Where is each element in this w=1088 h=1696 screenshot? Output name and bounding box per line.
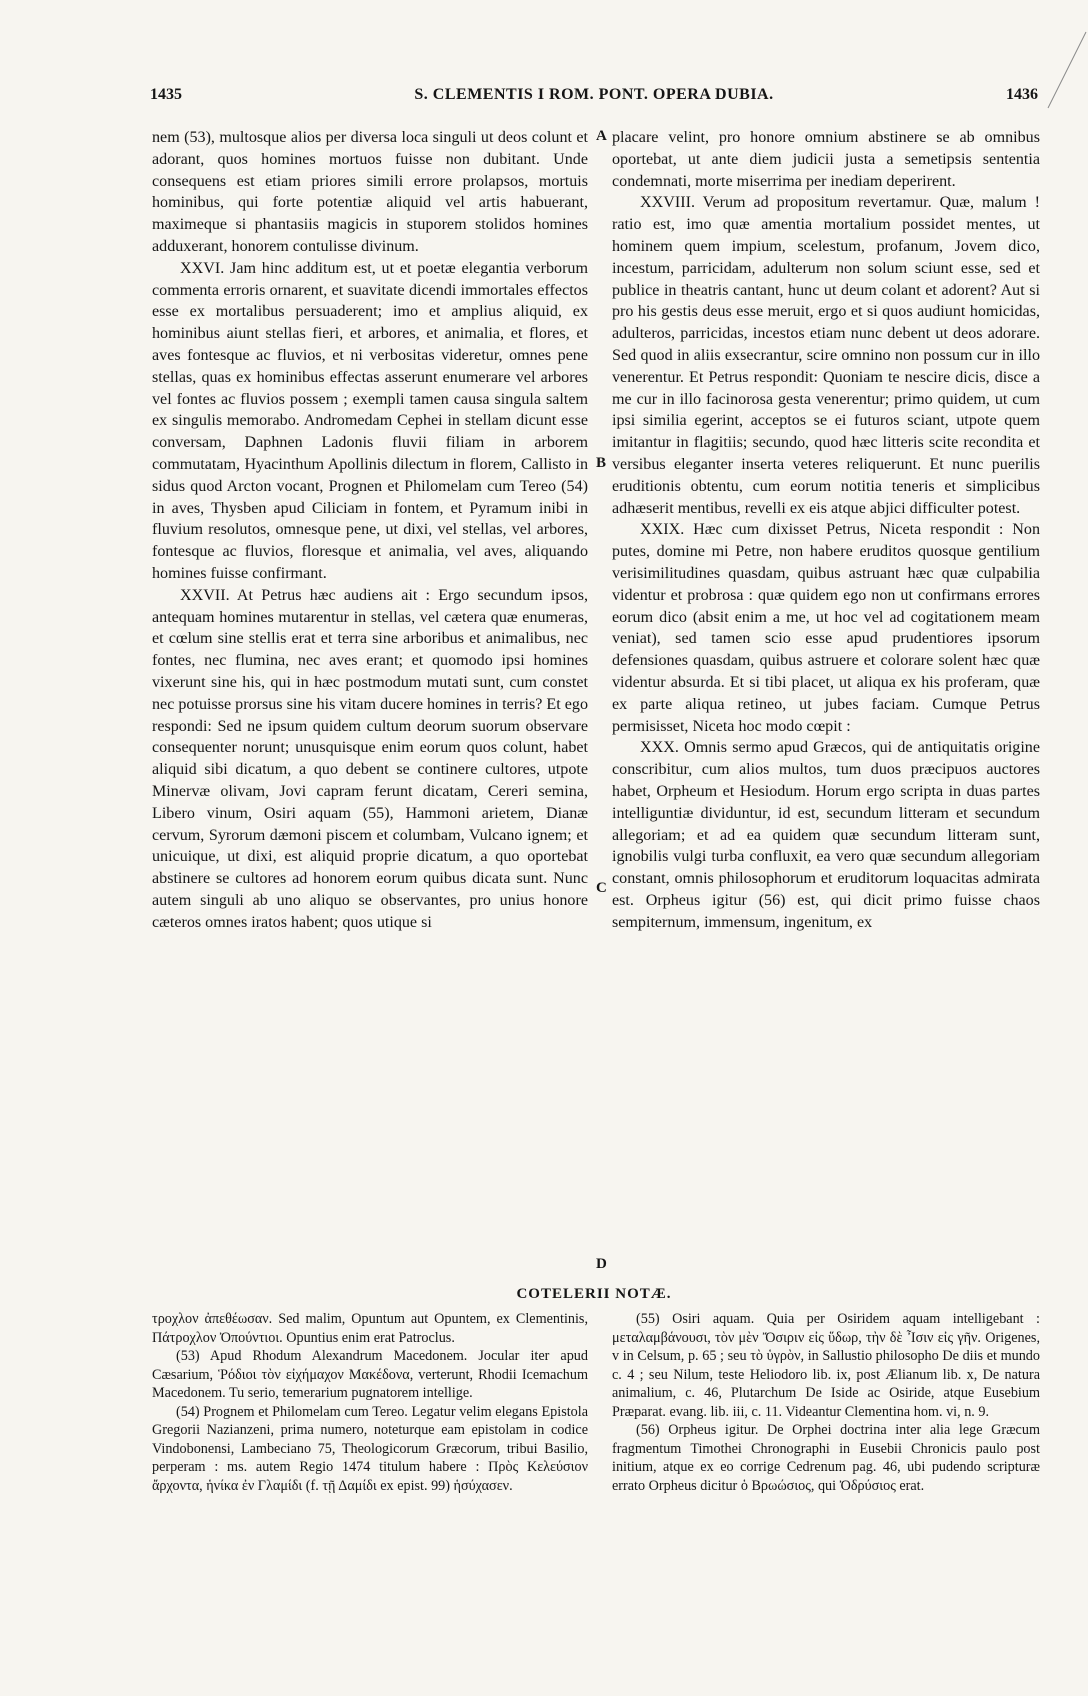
page-number-right: 1436	[1006, 86, 1038, 103]
right-text-column	[612, 127, 1040, 933]
footnote: τροχλον ἀπεθέωσαν. Sed malim, Opuntum aut Opuntem, ex Clementinis, Πάτροχλον Ὀπούντιοι. Opuntius enim erat Patroclus.	[152, 1311, 588, 1346]
margin-marker-a: A	[596, 128, 607, 144]
footnote: (53) Apud Rhodum Alexandrum Macedonem. Jocular iter apud Cæsarium, Ῥόδιοι τὸν εἰχήμαχον Μακέδονα, verterunt, Rhodii Icemachum Macedonem. Tu serio, temerarium pugnatorem intellige.	[152, 1348, 588, 1401]
footnote: (54) Prognem et Philomelam cum Tereo. Legatur velim elegans Epistola Gregorii Nazianzeni, prima numero, noteturque eam epistolam in codice Vindobonensi, Lambeciano 75, Theologicorum Græcorum, tribui Basilio, perperam : ms. autem Regio 1474 titulum habere : Πρὸς Κελεύσιον ἄρχοντα, ἡνίκα ἐν Γλαμίδι (f. τῇ Δαμίδι ex epist. 99) ἡσύχασεν.	[152, 1403, 588, 1494]
paragraph: XXVI. Jam hinc additum est, ut et poetæ elegantia verborum commenta erroris ornarent, et suavitate dicendi immortales effectos esse ex mortalibus persuaderent; imo et amplius aliquid, ex hominibus aiunt stellas fieri, et arbores, et animalia, et flores, et aves fontesque ac fluvios, et ni verbositas videretur, omnes pene stellas, quas ex hominibus effectas asserunt enumerare vel arbores vel fontes ac fluvios possem ; exempli tamen causa singula saltem ex singulis memorabo. Andromedam Cephei in stellam dicunt esse conversam, Daphnen Ladonis fluvii filiam in arborem commutatam, Hyacinthum Apollinis dilectum in florem, Callisto in sidus quod Arcton vocant, Prognen et Philomelam cum Tereo (54) in aves, Thysben apud Ciliciam in fontem, et Pyramum inibi in fluvium resolutos, omnesque pene, ut dixi, vel stellas, vel arbores, fontesque ac fluvios, floresque et animalia, vel aves, aliquando homines fuisse confirmant.	[152, 259, 588, 582]
running-header	[150, 86, 1038, 114]
notes-heading: COTELERII NOTÆ.	[516, 1286, 672, 1302]
paragraph: XXVIII. Verum ad propositum revertamur. Quæ, malum ! ratio est, imo quæ amentia mortalium possidet mentes, ut hominem quem impium, scelestum, profanum, Jovem dico, incestum, parricidam, adulterum non solum sciunt esse, sed et publice in theatris cantant, hunc ut deum colant et adorent? Aut si pro his gestis deus esse meruit, ergo et si quos audiunt homicidas, adulteros, parricidas, incestos etiam nunc debent ut deos adorare. Sed quod in aliis exsecrantur, scire omnino non possum cur in illo venerentur. Et Petrus respondit: Quoniam te nescire dicis, disce a me cur in illo facinorosa gesta venerentur; primo quidem, ut cum ipsi similia egerint, acceptos se ei futuros sciant, utpote quem imitantur in flagitiis; secundo, quod hæc litteris scite recondita et versibus eleganter inserta veteres reliquerunt. Et nunc puerilis eruditionis obtentu, cum eorum notitia teneris et simplicibus adhæserit mentibus, revelli ex eis atque abjici difficulter potest.	[612, 194, 1040, 517]
running-title: S. CLEMENTIS I ROM. PONT. OPERA DUBIA.	[414, 86, 774, 103]
margin-marker-d: D	[596, 1256, 607, 1272]
left-text-column	[152, 127, 588, 933]
paragraph: XXX. Omnis sermo apud Græcos, qui de antiquitatis origine conscribitur, cum alios multos, tum duos præcipuos auctores habet, Orpheum et Hesiodum. Horum ergo scripta in duas partes intelliguntiæ dividuntur, id est, secundum litteram et secundum allegoriam; et ad ea quidem quæ secundum litteram sunt, ignobilis vulgi turba confluxit, ea vero quæ secundum allegoriam constant, omnis philosophorum et eruditorum loquacitas admirata est. Orpheus igitur (56) est, qui dicit primo fuisse chaos sempiternum, immensum, ingenitum, ex	[612, 739, 1040, 931]
notes-right-column	[612, 1310, 1040, 1495]
margin-marker-b: B	[596, 455, 607, 471]
notes-left-column	[152, 1310, 588, 1495]
margin-marker-c: C	[596, 880, 607, 896]
paragraph: XXIX. Hæc cum dixisset Petrus, Niceta respondit : Non putes, domine mi Petre, non habere eruditos quosque gentilium verisimilitudines quasdam, quibus astruant hæc quæ culpabilia videntur et probrosa : quæ quidem ego non ut confirmans errores eorum dico (absit enim a me, ut hoc vel ad cogitationem meam veniat), sed tamen scio esse apud prudentiores ipsorum defensiones quasdam, quibus astruere et colorare solent hæc quæ videntur absurda. Et si tibi placet, ut aliqua ex his proferam, quæ ex parte aliqua retineo, ut jubes faciam. Cumque Petrus permisisset, Niceta hoc modo cœpit :	[612, 521, 1040, 735]
paragraph: nem (53), multosque alios per diversa loca singuli ut deos colunt et adorant, quos homines mortuos fuisse non dubitant. Unde consequens est etiam priores simili errore prolapsos, mortuis hominibus, qui forte potentiæ aliquid vel artis habuerant, maximeque si phantasiis magicis in stuporem stolidos homines adduxerant, honorem contulisse divinum.	[152, 129, 588, 255]
paragraph: XXVII. At Petrus hæc audiens ait : Ergo secundum ipsos, antequam homines mutarentur in stellas, vel cætera quæ enumeras, et cœlum sine stellis erat et terra sine arboribus et animalibus, nec fontes, nec flumina, nec aves erant; et quomodo ipsi homines vixerunt sine his, qui in hæc postmodum mutati sunt, cum constet nec potuisse prorsus sine his vitam ducere homines in terris? Et ego respondi: Sed ne ipsum quidem cultum deorum suorum observare consequenter norunt; unusquisque enim eorum quos colunt, habet aliquid sibi dicatum, a quo debent se continere cultores, utpote Minervæ olivam, Jovi capram ferunt dicatam, Cereri semina, Libero vinum, Osiri aquam (55), Hammoni arietem, Dianæ cervum, Syrorum dæmoni piscem et columbam, Vulcano ignem; et unicuique, ut dixi, est aliquid proprie dicatum, a quo oportebat abstinere se cultores ad honorem eorum quibus dicata sunt. Nunc autem singuli ab uno aliquo se observantes, pro unius honore cæteros omnes iratos habent; quos utique si	[152, 586, 588, 931]
paragraph: placare velint, pro honore omnium abstinere se ab omnibus oportebat, ut ante diem judicii justa a semetipsis sententia condemnati, morte miserrima per inediam deperirent.	[612, 129, 1040, 190]
footnote: (55) Osiri aquam. Quia per Osiridem aquam intelligebant : μεταλαμβάνουσι, τὸν μὲν Ὄσιριν εἰς ὕδωρ, τὴν δὲ Ἶσιν εἰς γῆν. Origenes, v in Celsum, p. 65 ; seu τὸ ὑγρὸν, in Sallustio philosopho De diis et mundo c. 4 ; seu Nilum, teste Heliodoro lib. ix, post Ælianum lib. x, De natura animalium, c. 46, Plutarchum De Iside ac Osiride, atque Eusebium Præparat. evang. lib. iii, c. 11. Videantur Clementina hom. vi, n. 9.	[612, 1311, 1040, 1420]
footnote: (56) Orpheus igitur. De Orphei doctrina inter alia lege Græcum fragmentum Timothei Chronographi in Eusebii Chronicis paulo post initium, atque ex eo corrige Cedrenum pag. 46, ubi pudendo scripturæ errato Orpheus dicitur ὁ Βρωώσιος, qui Ὀδρύσιος erat.	[612, 1422, 1040, 1494]
page-number-left: 1435	[150, 86, 182, 103]
